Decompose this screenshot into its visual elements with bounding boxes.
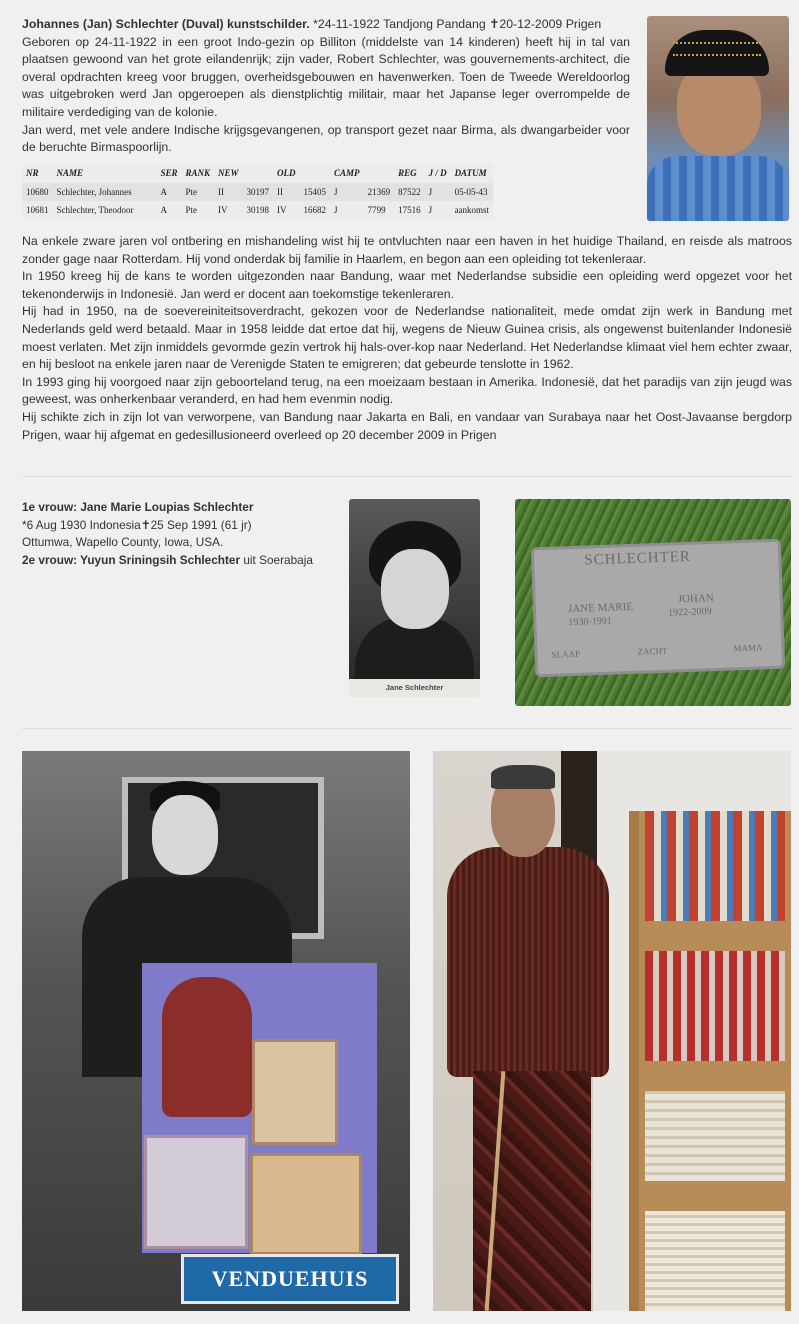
artist-collage-photo bbox=[22, 751, 410, 1311]
table-cell: 05-05-43 bbox=[454, 187, 488, 197]
col-reg: REG bbox=[398, 168, 417, 178]
col-old-nr bbox=[300, 163, 331, 183]
gravestone-right-years: 1922-2009 bbox=[667, 606, 712, 619]
gravestone-photo bbox=[515, 499, 791, 706]
gravestone-bottom-mid: ZACHT bbox=[637, 645, 668, 657]
table-cell: 30198 bbox=[246, 205, 270, 215]
first-wife-label: 1e vrouw: Jane Marie Loupias Schlechter bbox=[22, 500, 254, 514]
table-cell: Schlechter, Theodoor bbox=[56, 205, 134, 215]
portrait-photo bbox=[647, 16, 789, 221]
table-cell: 21369 bbox=[367, 187, 391, 197]
table-cell: 10681 bbox=[26, 205, 49, 215]
table-cell: A bbox=[160, 205, 167, 215]
col-datum: DATUM bbox=[454, 168, 487, 178]
story-paragraph: Na enkele zware jaren vol ontbering en mishandeling wist hij te ontvluchten naar een haven in het huidige Thailand, en reisde als matroos zonder gage naar Rotterdam. Hij vond onderdak bij familie in Haarlem, en begon aan een opleiding tot tekenleraar. bbox=[22, 234, 792, 266]
biography-text bbox=[22, 233, 792, 444]
col-nr: NR bbox=[26, 168, 39, 178]
story-paragraph: Hij schikte zich in zijn lot van verworpene, van Bandung naar Jakarta en Bali, en vandaar van Surabaya naar het Oost-Javaanse bergdorp Prigen, waar hij afgemat en gedesillusioneerd overleed op 20 december 2009 in Prigen bbox=[22, 409, 792, 442]
divider bbox=[22, 728, 792, 729]
table-cell: 30197 bbox=[246, 187, 270, 197]
table-cell: 17516 bbox=[398, 205, 421, 215]
table-cell: 87522 bbox=[398, 187, 421, 197]
table-cell: J bbox=[334, 205, 338, 215]
story-paragraph: In 1950 kreeg hij de kans te worden uitgezonden naar Bandung, waar met Nederlandse subsidie een opleiding werd opgezet voor het tekenonderwijs in Indonesië. Jan werd er docent aan toekomstige tekenleraren. bbox=[22, 269, 792, 301]
gravestone-family-name: SCHLECHTER bbox=[584, 548, 692, 569]
jane-photo bbox=[349, 499, 480, 697]
table-cell: J bbox=[428, 205, 433, 215]
jane-photo-caption: Jane Schlechter bbox=[385, 683, 444, 692]
intro-paragraph-1: Geboren op 24-11-1922 in een groot Indo-gezin op Billiton (middelste van 14 kinderen) heeft hij in tal van plaatsen gewoond van het grote eilandenrijk; zijn vader, Robert Schlechter, was gouvernements-architect, die overal opdrachten kreeg voor bruggen, overheidsgebouwen en havenwerken. Toen de Tweede Wereldoorlog was uitgebroken werd Jan opgeroepen als dienstplichtig militair, maar het Japanse leger overrompelde de militaire verdediging van de kolonie. bbox=[22, 34, 630, 119]
story-paragraph: Hij had in 1950, na de soevereiniteitsoverdracht, gekozen voor de Nederlandse nationaliteit, mede omdat zijn werk in Bandung met Nederlands geld werd betaald. Maar in 1958 leidde dat ertoe dat hij, wegens de Nieuw Guinea crisis, als ongewenst buitenlander Indonesië moest verlaten. Met zijn inmiddels gevormde gezin vertrok hij hals-over-kop naar Nederland. Het Nederlandse klimaat viel hem echter zwaar, en hij besloot na enkele jaren naar de Verenigde Staten te emigreren; dat gebeurde tenslotte in 1962. bbox=[22, 304, 792, 372]
table-row bbox=[22, 183, 493, 201]
first-wife-dates: *6 Aug 1930 Indonesia✝25 Sep 1991 (61 jr) bbox=[22, 517, 252, 532]
table-cell: II bbox=[277, 187, 284, 197]
gravestone-right-name: JOHAN bbox=[677, 592, 714, 606]
intro-text bbox=[22, 16, 630, 157]
col-rank: RANK bbox=[185, 168, 211, 178]
gravestone-left-years: 1930-1991 bbox=[568, 615, 612, 629]
table-cell: J bbox=[428, 187, 433, 197]
table-cell: Pte bbox=[185, 205, 198, 215]
table-cell: 15405 bbox=[303, 187, 327, 197]
table-cell: Schlechter, Johannes bbox=[56, 187, 132, 197]
artist-name: Johannes (Jan) Schlechter (Duval) kunstschilder. bbox=[22, 17, 310, 31]
divider bbox=[22, 476, 792, 477]
table-cell: 10680 bbox=[26, 187, 49, 197]
col-old: OLD bbox=[277, 168, 296, 178]
pow-table bbox=[22, 163, 493, 219]
second-wife-label: 2e vrouw: Yuyun Sriningsih Schlechter bbox=[22, 552, 241, 567]
col-new: NEW bbox=[218, 168, 239, 178]
venduehuis-banner: VENDUEHUIS bbox=[181, 1254, 399, 1304]
col-camp-nr bbox=[364, 163, 395, 183]
gravestone-left-name: JANE MARIE bbox=[567, 600, 634, 616]
gravestone-bottom-right: MAMA bbox=[733, 642, 763, 654]
table-cell: IV bbox=[218, 205, 228, 215]
story-paragraph: In 1993 ging hij voorgoed naar zijn geboorteland terug, na een moeizaam bestaan in Amerika. Indonesië, dat het paradijs van zijn jeugd was geweest, was onherkenbaar veranderd, en had hem evenmin nodig. bbox=[22, 374, 792, 407]
intro-paragraph-2: Jan werd, met vele andere Indische krijgsgevangenen, op transport gezet naar Birma, als dwangarbeider voor de beruchte Birmaspoorlijn. bbox=[22, 122, 630, 155]
table-cell: 16682 bbox=[303, 205, 327, 215]
second-wife-origin: uit Soerabaja bbox=[240, 552, 313, 567]
pow-table-header bbox=[22, 163, 493, 183]
first-wife-place: Ottumwa, Wapello County, Iowa, USA. bbox=[22, 535, 224, 550]
table-cell: A bbox=[160, 187, 167, 197]
table-cell: II bbox=[218, 187, 225, 197]
table-cell: aankomst bbox=[454, 205, 490, 215]
table-cell: IV bbox=[277, 205, 287, 215]
wives-info bbox=[22, 499, 342, 569]
table-row bbox=[22, 201, 493, 219]
col-new-nr bbox=[243, 163, 274, 183]
painting-collage bbox=[142, 963, 377, 1253]
table-cell: 7799 bbox=[367, 205, 386, 215]
table-cell: Pte bbox=[185, 187, 198, 197]
col-camp: CAMP bbox=[334, 168, 360, 178]
gravestone bbox=[531, 539, 785, 678]
table-cell: J bbox=[334, 187, 338, 197]
elderly-artist-photo bbox=[433, 751, 791, 1311]
gravestone-bottom-left: SLAAP bbox=[551, 648, 581, 660]
col-jd: J / D bbox=[428, 168, 447, 178]
col-ser: SER bbox=[160, 168, 178, 178]
col-name: NAME bbox=[56, 168, 84, 178]
artist-dates: *24-11-1922 Tandjong Pandang ✝20-12-2009 Prigen bbox=[309, 17, 602, 31]
